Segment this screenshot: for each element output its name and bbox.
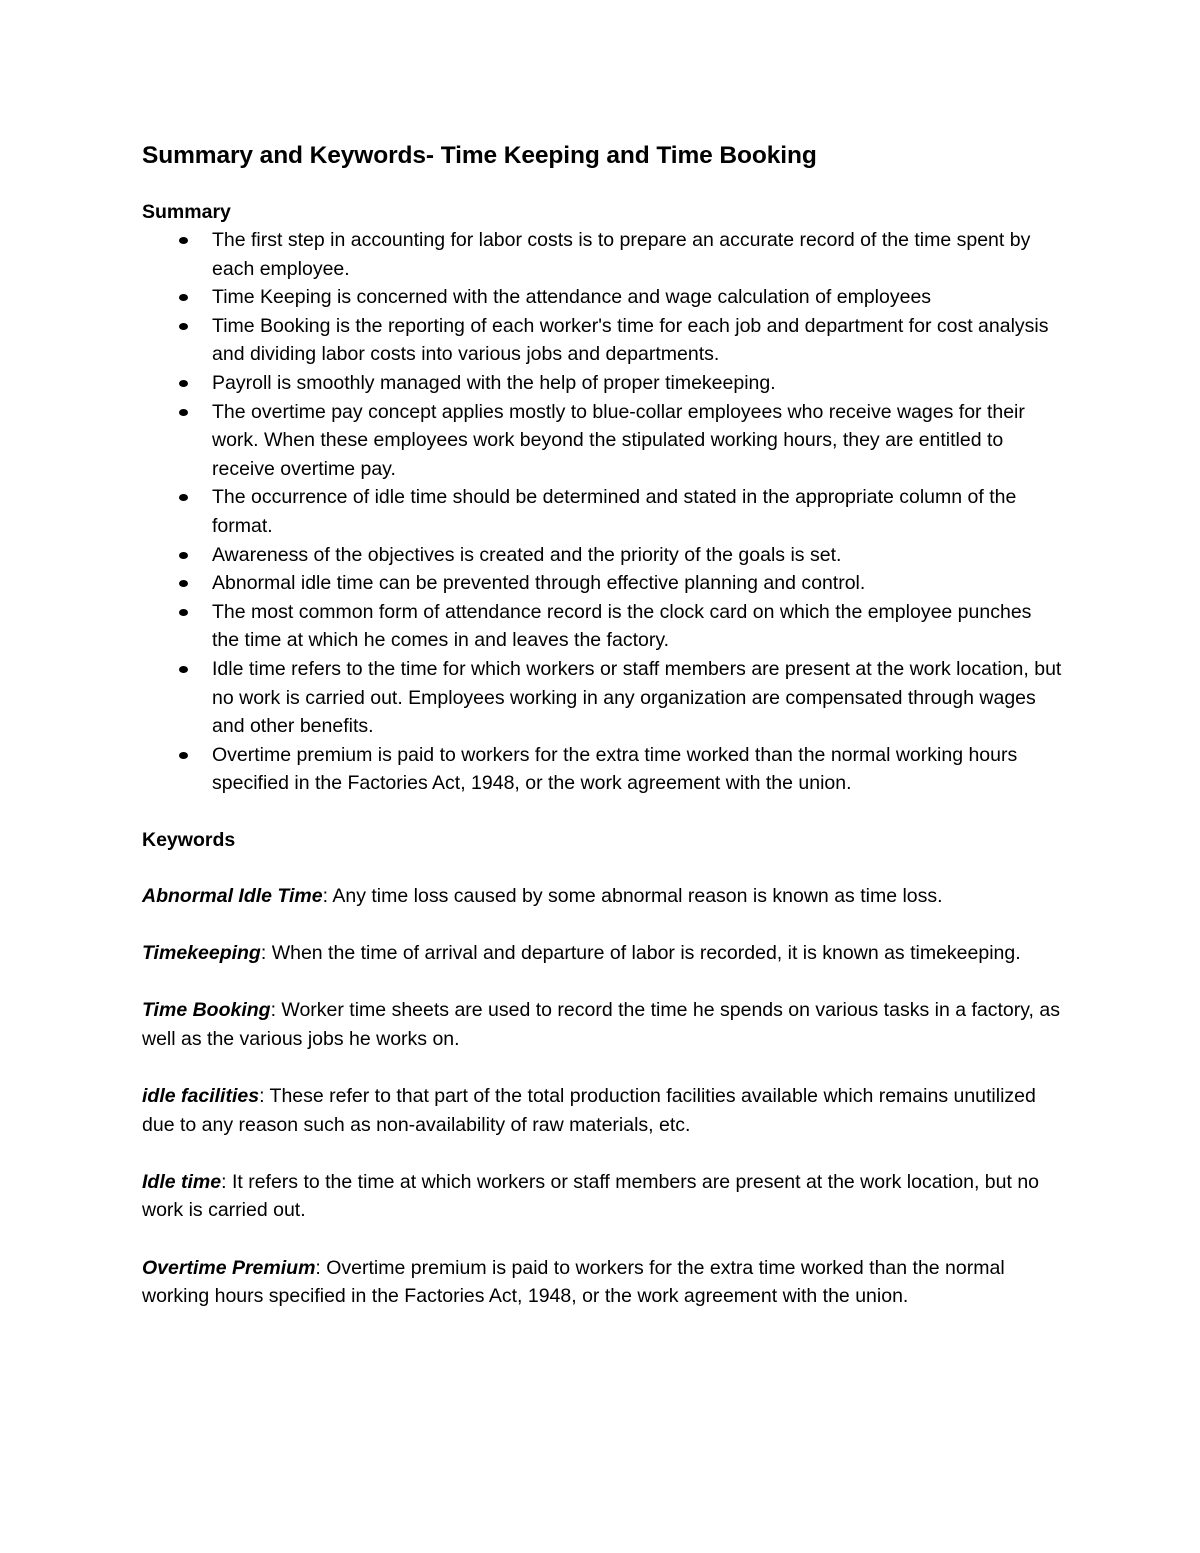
summary-item-text: Overtime premium is paid to workers for the extra time worked than the normal working hours specified in the Factories Act, 1948, or the work agreement with the union.	[212, 743, 1018, 795]
summary-item	[212, 655, 1062, 741]
keyword-entry	[142, 882, 1062, 911]
summary-item-text: Awareness of the objectives is created and the priority of the goals is set.	[212, 543, 842, 566]
keyword-definition: : Overtime premium is paid to workers for the extra time worked than the normal working hours specified in the Factories Act, 1948, or the work agreement with the union.	[142, 1256, 1005, 1308]
bullet-icon	[179, 580, 188, 587]
keyword-definition: : Any time loss caused by some abnormal reason is known as time loss.	[322, 884, 943, 907]
bullet-icon	[179, 323, 188, 330]
keyword-entry	[142, 996, 1062, 1053]
summary-item	[212, 312, 1062, 369]
summary-item	[212, 283, 1062, 312]
bullet-icon	[179, 237, 188, 244]
keyword-entry	[142, 939, 1062, 968]
summary-item	[212, 741, 1062, 798]
summary-item-text: Idle time refers to the time for which workers or staff members are present at the work location, but no work is carried out. Employees working in any organization are compensated through wages and other benefits.	[212, 657, 1062, 738]
summary-item	[212, 541, 1062, 570]
bullet-icon	[179, 380, 188, 387]
keyword-definition: : Worker time sheets are used to record the time he spends on various tasks in a factory, as well as the various jobs he works on.	[142, 999, 1060, 1050]
summary-item	[212, 598, 1062, 655]
summary-item	[212, 369, 1062, 398]
keyword-entry	[142, 1254, 1062, 1311]
keyword-term: Idle time	[142, 1170, 222, 1193]
summary-heading: Summary	[142, 201, 231, 223]
keyword-term: Overtime Premium	[142, 1256, 316, 1279]
bullet-icon	[179, 752, 188, 759]
summary-item-text: Abnormal idle time can be prevented through effective planning and control.	[212, 572, 866, 595]
keyword-term: Abnormal Idle Time	[142, 884, 323, 907]
keywords-heading: Keywords	[142, 828, 236, 851]
document-title: Summary and Keywords- Time Keeping and Time Booking	[142, 142, 817, 169]
summary-item-text: Time Booking is the reporting of each worker's time for each job and department for cost analysis and dividing labor costs into various jobs and departments.	[212, 314, 1049, 366]
summary-item-text: The overtime pay concept applies mostly to blue-collar employees who receive wages for their work. When these employees work beyond the stipulated working hours, they are entitled to receive overtime pay.	[212, 400, 1025, 480]
keyword-definition: : When the time of arrival and departure of labor is recorded, it is known as timekeeping.	[260, 942, 1021, 965]
keyword-entry	[142, 1168, 1062, 1225]
summary-item	[212, 226, 1062, 283]
bullet-icon	[179, 666, 188, 673]
keyword-term: Time Booking	[142, 999, 271, 1022]
summary-item-text: The most common form of attendance record is the clock card on which the employee punches the time at which he comes in and leaves the factory.	[212, 600, 1032, 652]
summary-item-text: Payroll is smoothly managed with the help of proper timekeeping.	[212, 371, 776, 394]
bullet-icon	[179, 294, 188, 301]
keyword-term: Timekeeping	[142, 942, 261, 965]
summary-item	[212, 483, 1062, 540]
keyword-entry	[142, 1082, 1062, 1139]
bullet-icon	[179, 409, 188, 416]
bullet-icon	[179, 552, 188, 559]
document-page	[142, 140, 1062, 1339]
summary-list	[142, 226, 1062, 798]
summary-item-text: The occurrence of idle time should be determined and stated in the appropriate column of the format.	[212, 486, 1017, 537]
keyword-term: idle facilities	[142, 1085, 260, 1108]
keyword-definition: : It refers to the time at which workers or staff members are present at the work location, but no work is carried out.	[142, 1170, 1040, 1222]
bullet-icon	[179, 494, 188, 501]
summary-item	[212, 398, 1062, 484]
summary-item-text: Time Keeping is concerned with the attendance and wage calculation of employees	[212, 286, 932, 309]
bullet-icon	[179, 609, 188, 616]
summary-item	[212, 569, 1062, 598]
summary-item-text: The first step in accounting for labor costs is to prepare an accurate record of the time spent by each employee.	[212, 229, 1031, 280]
keyword-definition: : These refer to that part of the total production facilities available which remains unutilized due to any reason such as non-availability of raw materials, etc.	[142, 1085, 1036, 1136]
